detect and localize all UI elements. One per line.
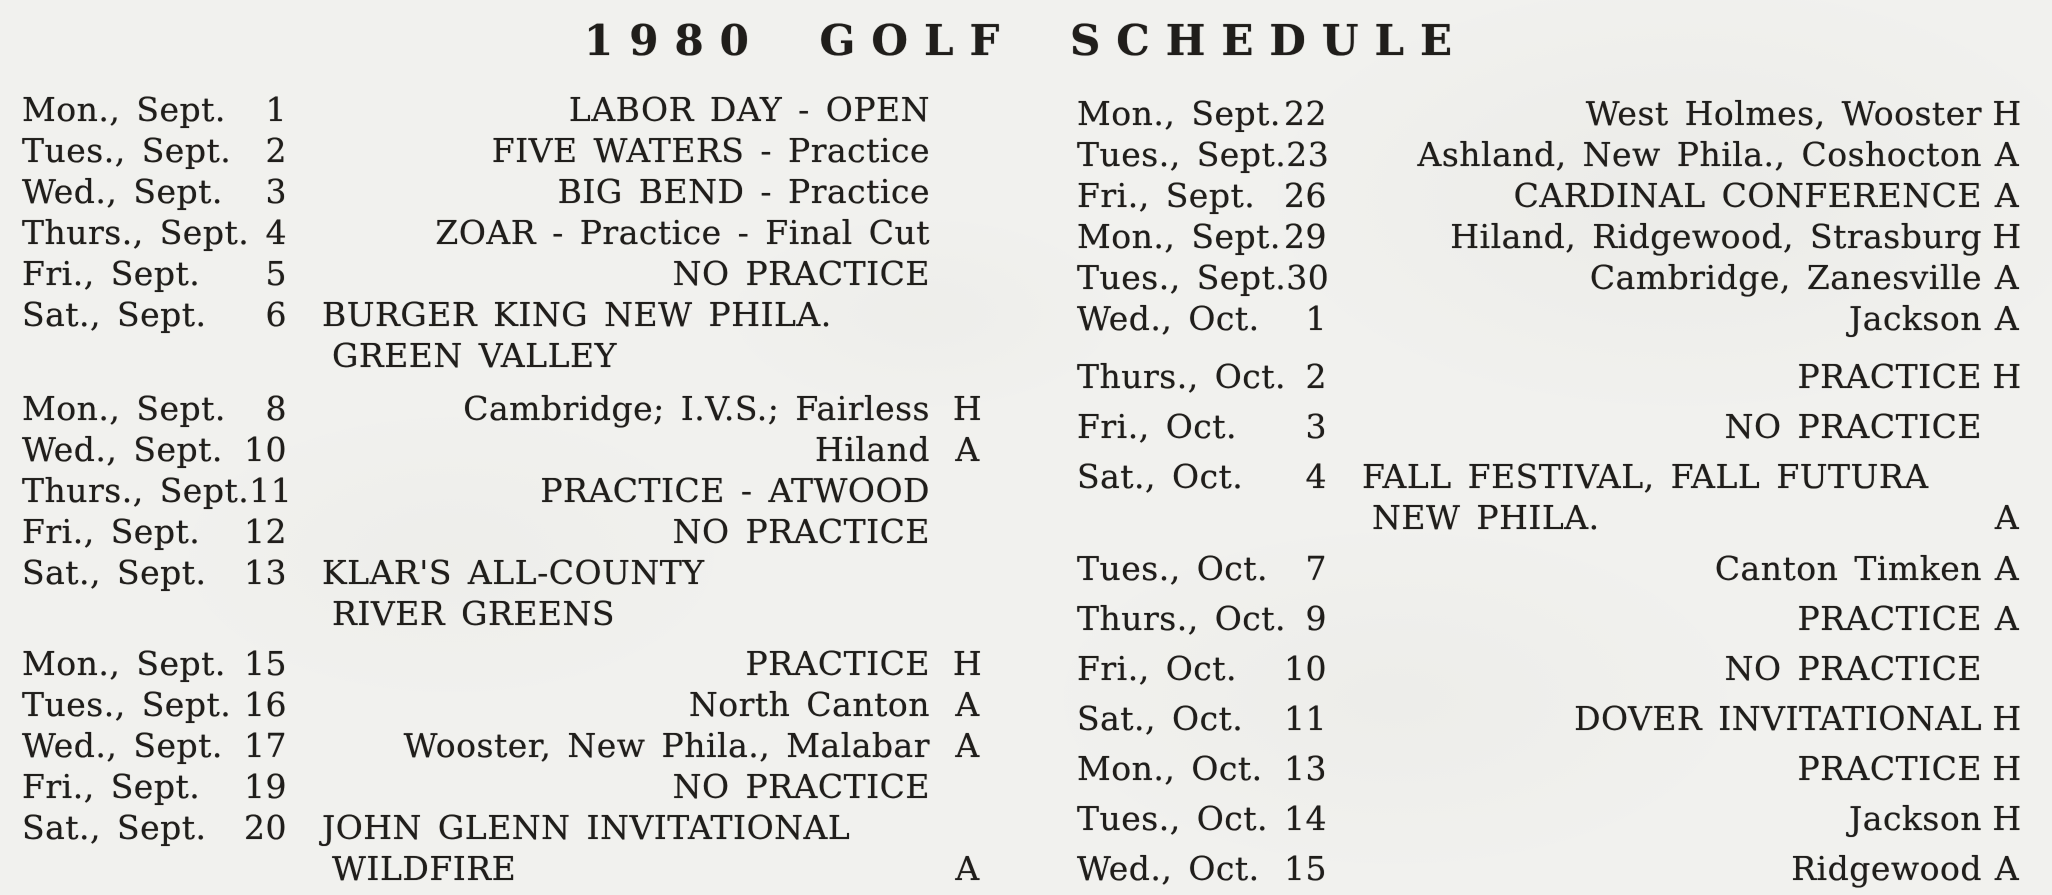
event-text: Jackson	[1849, 799, 1982, 838]
date-day-number: 1	[265, 90, 287, 129]
date-cell	[1077, 216, 1327, 257]
home-away-marker: A	[955, 430, 980, 469]
date-day-number: 10	[244, 430, 287, 469]
date-cell	[22, 212, 287, 253]
home-away-marker: A	[955, 849, 980, 888]
date-cell	[1077, 134, 1330, 175]
date-weekday-month: Tues., Sept.	[1077, 258, 1287, 297]
home-away-marker: A	[1994, 599, 2020, 638]
home-away-marker: A	[955, 726, 980, 765]
event-text: Hiland	[815, 430, 930, 469]
date-day-number: 17	[244, 726, 287, 765]
date-day-number: 15	[1284, 849, 1327, 888]
date-day-number: 14	[1284, 799, 1327, 838]
event-text: PRACTICE	[1797, 357, 1982, 396]
date-day-number: 22	[1284, 94, 1327, 133]
date-cell	[1077, 298, 1327, 339]
event-text: North Canton	[688, 685, 930, 724]
home-away-marker: A	[1994, 258, 2020, 297]
home-away-marker: H	[952, 389, 983, 428]
date-day-number: 11	[249, 471, 293, 510]
home-away-marker: A	[1994, 498, 2020, 537]
event-text: NO PRACTICE	[1724, 649, 1982, 688]
date-day-number: 12	[244, 512, 287, 551]
home-away-marker: A	[1994, 849, 2020, 888]
date-day-number: 5	[265, 254, 287, 293]
date-cell	[1077, 648, 1327, 689]
date-day-number: 8	[265, 389, 287, 428]
date-cell	[1077, 798, 1327, 839]
schedule-row	[22, 388, 1005, 429]
date-weekday-month: Thurs., Sept.	[22, 471, 250, 510]
event-text: NO PRACTICE	[672, 254, 930, 293]
event-text: NO PRACTICE	[672, 512, 930, 551]
date-cell	[1077, 93, 1327, 134]
date-cell	[1077, 848, 1327, 889]
home-away-marker: A	[1994, 176, 2020, 215]
event-text: BIG BEND - Practice	[557, 172, 930, 211]
date-cell	[1077, 406, 1327, 447]
event-text: RIVER GREENS	[332, 594, 616, 633]
date-cell	[1077, 356, 1327, 397]
schedule-row	[22, 643, 1005, 684]
schedule-row	[22, 212, 1005, 253]
date-day-number: 7	[1305, 549, 1327, 588]
event-text: PRACTICE	[1797, 749, 1982, 788]
date-weekday-month: Mon., Sept.	[1077, 217, 1281, 256]
date-day-number: 20	[244, 808, 287, 847]
event-text: Ashland, New Phila., Coshocton	[1417, 135, 1982, 174]
schedule-row	[1077, 698, 2032, 739]
date-day-number: 6	[265, 295, 287, 334]
date-day-number: 15	[244, 644, 287, 683]
event-text: NEW PHILA.	[1372, 498, 1600, 537]
schedule-row	[1077, 216, 2032, 257]
date-weekday-month: Fri., Sept.	[22, 767, 201, 806]
event-text: FALL FESTIVAL, FALL FUTURA	[1362, 457, 1929, 496]
schedule-row	[1077, 848, 2032, 889]
date-weekday-month: Thurs., Oct.	[1077, 599, 1286, 638]
date-weekday-month: Sat., Sept.	[22, 295, 207, 334]
date-weekday-month: Tues., Oct.	[1077, 799, 1268, 838]
event-text: WILDFIRE	[332, 849, 517, 888]
schedule-row	[1077, 456, 2032, 497]
event-text: GREEN VALLEY	[332, 336, 617, 375]
date-cell	[22, 429, 287, 470]
event-text: BURGER KING NEW PHILA.	[322, 295, 832, 334]
schedule-row	[22, 294, 1005, 335]
date-weekday-month: Wed., Sept.	[22, 430, 223, 469]
date-cell	[22, 725, 287, 766]
schedule-group	[1077, 548, 2032, 889]
date-weekday-month: Sat., Oct.	[1077, 699, 1244, 738]
date-day-number: 16	[244, 685, 287, 724]
schedule-row	[22, 130, 1005, 171]
schedule-row	[1077, 257, 2032, 298]
date-weekday-month: Thurs., Sept.	[22, 213, 250, 252]
schedule-row	[22, 807, 1005, 848]
schedule-row	[1077, 598, 2032, 639]
event-text: Canton Timken	[1714, 549, 1982, 588]
home-away-marker: H	[1992, 357, 2022, 396]
event-text: LABOR DAY - OPEN	[568, 90, 930, 129]
date-day-number: 2	[265, 131, 287, 170]
event-text: Cambridge; I.V.S.; Fairless	[463, 389, 930, 428]
date-weekday-month: Mon., Oct.	[1077, 749, 1263, 788]
home-away-marker: A	[1994, 549, 2020, 588]
date-weekday-month: Wed., Oct.	[1077, 299, 1260, 338]
date-day-number: 19	[244, 767, 287, 806]
date-day-number: 23	[1286, 135, 1330, 174]
event-text: ZOAR - Practice - Final Cut	[435, 213, 930, 252]
home-away-marker: H	[1992, 749, 2022, 788]
home-away-marker: A	[1994, 135, 2020, 174]
schedule-row	[22, 684, 1005, 725]
schedule-group	[1077, 356, 2032, 538]
home-away-marker: H	[1992, 799, 2022, 838]
home-away-marker: H	[1992, 217, 2022, 256]
schedule-column	[22, 89, 1005, 889]
event-text: NO PRACTICE	[672, 767, 930, 806]
schedule-row	[1077, 93, 2032, 134]
date-day-number: 2	[1305, 357, 1327, 396]
schedule-row	[1077, 497, 2032, 538]
date-cell	[1077, 748, 1327, 789]
date-weekday-month: Sat., Sept.	[22, 808, 207, 847]
schedule-row	[22, 429, 1005, 470]
home-away-marker: A	[955, 685, 980, 724]
schedule-column	[1077, 89, 2032, 889]
schedule-row	[22, 511, 1005, 552]
event-text: NO PRACTICE	[1724, 407, 1982, 446]
event-text: PRACTICE - ATWOOD	[540, 471, 930, 510]
date-cell	[1077, 456, 1327, 497]
schedule-row	[22, 766, 1005, 807]
date-weekday-month: Fri., Sept.	[22, 254, 201, 293]
date-cell	[22, 253, 287, 294]
date-cell	[1077, 257, 1330, 298]
schedule-group	[1077, 93, 2032, 339]
schedule-row	[1077, 134, 2032, 175]
home-away-marker: H	[952, 644, 983, 683]
schedule-row	[1077, 748, 2032, 789]
event-text: Hiland, Ridgewood, Strasburg	[1450, 217, 1982, 256]
date-cell	[1077, 598, 1327, 639]
home-away-marker: H	[1992, 94, 2022, 133]
date-day-number: 4	[1305, 457, 1327, 496]
date-cell	[22, 388, 287, 429]
date-day-number: 1	[1305, 299, 1327, 338]
date-cell	[22, 552, 287, 593]
schedule-row	[22, 848, 1005, 889]
date-weekday-month: Fri., Sept.	[22, 512, 201, 551]
home-away-marker: A	[1994, 299, 2020, 338]
event-text: DOVER INVITATIONAL	[1574, 699, 1982, 738]
date-weekday-month: Mon., Sept.	[22, 644, 226, 683]
event-text: JOHN GLENN INVITATIONAL	[322, 808, 851, 847]
schedule-row	[22, 552, 1005, 593]
event-text: West Holmes, Wooster	[1585, 94, 1982, 133]
date-day-number: 3	[265, 172, 287, 211]
schedule-row	[1077, 356, 2032, 397]
schedule-columns	[0, 89, 2052, 889]
schedule-row	[1077, 648, 2032, 689]
date-weekday-month: Thurs., Oct.	[1077, 357, 1286, 396]
date-cell	[1077, 548, 1327, 589]
date-cell	[22, 766, 287, 807]
event-text: PRACTICE	[1797, 599, 1982, 638]
schedule-row	[1077, 548, 2032, 589]
schedule-group	[22, 89, 1005, 376]
schedule-row	[1077, 798, 2032, 839]
schedule-row	[22, 470, 1005, 511]
date-cell	[22, 470, 293, 511]
date-day-number: 3	[1305, 407, 1327, 446]
date-cell	[22, 89, 287, 130]
date-weekday-month: Fri., Sept.	[1077, 176, 1256, 215]
schedule-row	[22, 89, 1005, 130]
date-weekday-month: Sat., Sept.	[22, 553, 207, 592]
event-text: Ridgewood	[1791, 849, 1982, 888]
date-weekday-month: Sat., Oct.	[1077, 457, 1244, 496]
schedule-row	[22, 335, 1005, 376]
date-cell	[22, 643, 287, 684]
schedule-row	[22, 593, 1005, 634]
date-weekday-month: Fri., Oct.	[1077, 407, 1237, 446]
date-cell	[1077, 698, 1327, 739]
home-away-marker: H	[1992, 699, 2022, 738]
date-weekday-month: Mon., Sept.	[22, 389, 226, 428]
date-weekday-month: Mon., Sept.	[1077, 94, 1281, 133]
date-day-number: 9	[1305, 599, 1327, 638]
date-day-number: 26	[1284, 176, 1327, 215]
date-day-number: 30	[1286, 258, 1330, 297]
event-text: Cambridge, Zanesville	[1589, 258, 1982, 297]
schedule-row	[22, 725, 1005, 766]
date-weekday-month: Wed., Sept.	[22, 172, 223, 211]
date-day-number: 13	[244, 553, 287, 592]
page-title: 1980 GOLF SCHEDULE	[584, 16, 1468, 65]
date-weekday-month: Fri., Oct.	[1077, 649, 1237, 688]
schedule-row	[22, 253, 1005, 294]
date-day-number: 11	[1284, 699, 1327, 738]
event-text: CARDINAL CONFERENCE	[1513, 176, 1982, 215]
date-cell	[22, 130, 287, 171]
date-weekday-month: Tues., Sept.	[1077, 135, 1287, 174]
event-text: KLAR'S ALL-COUNTY	[322, 553, 705, 592]
schedule-row	[1077, 298, 2032, 339]
date-day-number: 29	[1284, 217, 1327, 256]
date-weekday-month: Tues., Oct.	[1077, 549, 1268, 588]
date-cell	[22, 684, 287, 725]
date-weekday-month: Tues., Sept.	[22, 685, 232, 724]
date-weekday-month: Wed., Sept.	[22, 726, 223, 765]
event-text: FIVE WATERS - Practice	[491, 131, 930, 170]
event-text: Jackson	[1849, 299, 1982, 338]
date-weekday-month: Mon., Sept.	[22, 90, 226, 129]
schedule-group	[22, 643, 1005, 889]
date-day-number: 4	[265, 213, 287, 252]
date-cell	[22, 511, 287, 552]
date-day-number: 13	[1284, 749, 1327, 788]
date-cell	[22, 807, 287, 848]
date-cell	[22, 294, 287, 335]
date-cell	[22, 171, 287, 212]
schedule-row	[1077, 406, 2032, 447]
schedule-row	[22, 171, 1005, 212]
date-weekday-month: Wed., Oct.	[1077, 849, 1260, 888]
schedule-group	[22, 388, 1005, 634]
schedule-row	[1077, 175, 2032, 216]
event-text: Wooster, New Phila., Malabar	[403, 726, 930, 765]
date-weekday-month: Tues., Sept.	[22, 131, 232, 170]
event-text: PRACTICE	[745, 644, 930, 683]
date-day-number: 10	[1284, 649, 1327, 688]
date-cell	[1077, 175, 1327, 216]
